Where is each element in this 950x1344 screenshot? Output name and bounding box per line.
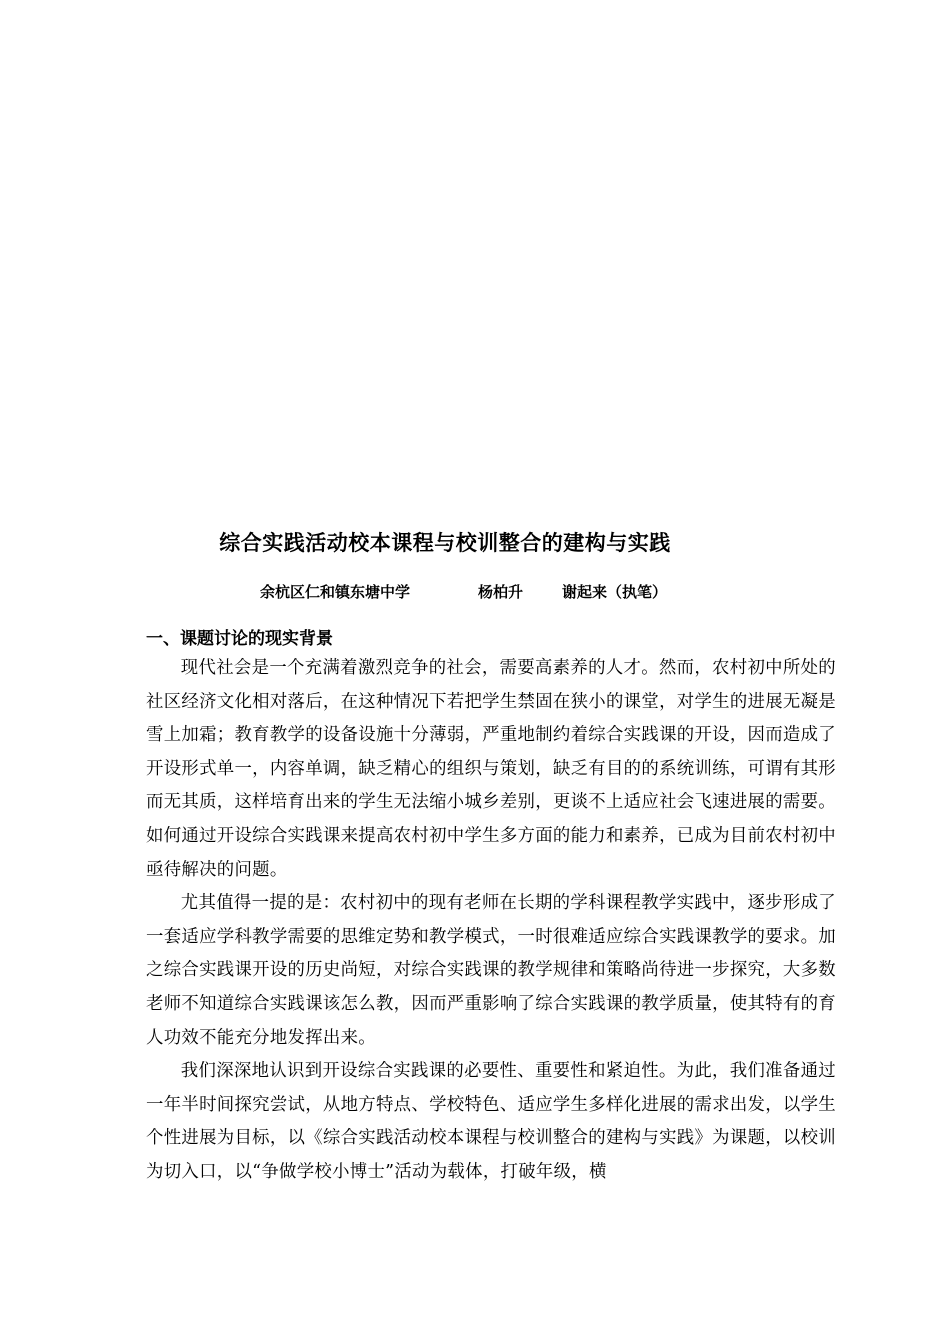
section-body <box>146 652 836 1190</box>
byline-author-2: 谢起来（执笔） <box>562 583 668 601</box>
byline-author-1: 杨柏升 <box>478 583 524 601</box>
paragraph: 现代社会是一个充满着激烈竞争的社会，需要高素养的人才。然而，农村初中所处的社区经济文化相对落后，在这种情况下若把学生禁固在狭小的课堂，对学生的进展无凝是雪上加霜；教育教学的设备设施十分薄弱，严重地制约着综合实践课的开设，因而造成了开设形式单一，内容单调，缺乏精心的组织与策划，缺乏有目的的系统训练，可谓有其形而无其质，这样培育出来的学生无法缩小城乡差别，更谈不上适应社会飞速进展的需要。如何通过开设综合实践课来提高农村初中学生多方面的能力和素养，已成为目前农村初中亟待解决的问题。 <box>146 658 836 880</box>
document-title: 综合实践活动校本课程与校训整合的建构与实践 <box>219 531 671 555</box>
byline-school: 余杭区仁和镇东塘中学 <box>260 583 411 601</box>
paragraph: 我们深深地认识到开设综合实践课的必要性、重要性和紧迫性。为此，我们准备通过一年半时间探究尝试，从地方特点、学校特色、适应学生多样化进展的需求出发，以学生个性进展为目标，以《综合实践活动校本课程与校训整合的建构与实践》为课题，以校训为切入口，以“争做学校小博士”活动为载体，打破年级，横 <box>146 1061 836 1182</box>
paragraph: 尤其值得一提的是：农村初中的现有老师在长期的学科课程教学实践中，逐步形成了一套适应学科教学需要的思维定势和教学模式，一时很难适应综合实践课教学的要求。加之综合实践课开设的历史尚短，对综合实践课的教学规律和策略尚待进一步探究，大多数老师不知道综合实践课该怎么教，因而严重影响了综合实践课的教学质量，使其特有的育人功效不能充分地发挥出来。 <box>146 893 836 1048</box>
byline <box>260 580 667 604</box>
section-heading: 一、课题讨论的现实背景 <box>146 629 333 649</box>
